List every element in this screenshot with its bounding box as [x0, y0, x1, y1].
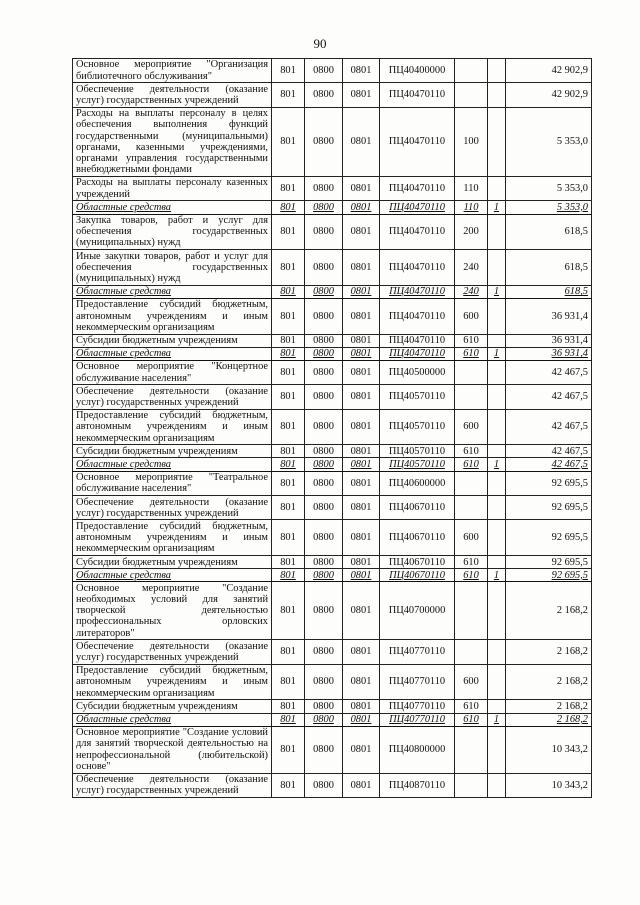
section-code-cell: 0800: [305, 107, 343, 176]
target-article-cell: ПЦ40400000: [380, 59, 455, 83]
table-row: [73, 409, 592, 445]
expense-name-cell: Обеспечение деятельности (оказание услуг) государственных учреждений: [73, 385, 272, 409]
gr-code-cell: 801: [272, 250, 305, 286]
target-article-cell: ПЦ40670110: [380, 556, 455, 569]
target-article-cell: ПЦ40670110: [380, 569, 455, 582]
amount-cell: 92 695,5: [506, 471, 592, 495]
expense-type-cell: [455, 385, 488, 409]
amount-cell: 92 695,5: [506, 520, 592, 556]
target-article-cell: ПЦ40570110: [380, 385, 455, 409]
regional-funds-row: [73, 713, 592, 726]
expense-name-cell: Расходы на выплаты персоналу казенных учреждений: [73, 176, 272, 200]
gr-code-cell: 801: [272, 285, 305, 298]
amount-cell: 42 467,5: [506, 409, 592, 445]
table-row: [73, 360, 592, 384]
section-code-cell: 0800: [305, 640, 343, 664]
expense-name-cell: Областные средства: [73, 347, 272, 360]
target-article-cell: ПЦ40470110: [380, 334, 455, 347]
expense-name-cell: Предоставление субсидий бюджетным, автономным учреждениям и иным некоммерческим организациям: [73, 520, 272, 556]
expense-type-cell: [455, 640, 488, 664]
section-code-cell: 0800: [305, 59, 343, 83]
funding-source-cell: [488, 59, 506, 83]
expense-type-cell: 610: [455, 445, 488, 458]
expense-type-cell: 240: [455, 285, 488, 298]
subsection-code-cell: 0801: [343, 458, 380, 471]
subsection-code-cell: 0801: [343, 107, 380, 176]
subsection-code-cell: 0801: [343, 713, 380, 726]
expense-type-cell: [455, 83, 488, 107]
amount-cell: 36 931,4: [506, 298, 592, 334]
funding-source-cell: [488, 556, 506, 569]
expense-type-cell: [455, 582, 488, 640]
subsection-code-cell: 0801: [343, 360, 380, 384]
regional-funds-row: [73, 347, 592, 360]
funding-source-cell: [488, 360, 506, 384]
section-code-cell: 0800: [305, 773, 343, 797]
funding-source-cell: 1: [488, 569, 506, 582]
target-article-cell: ПЦ40770110: [380, 700, 455, 713]
target-article-cell: ПЦ40770110: [380, 713, 455, 726]
section-code-cell: 0800: [305, 569, 343, 582]
table-row: [73, 250, 592, 286]
amount-cell: 42 467,5: [506, 360, 592, 384]
funding-source-cell: [488, 520, 506, 556]
expense-type-cell: 110: [455, 201, 488, 214]
subsection-code-cell: 0801: [343, 285, 380, 298]
funding-source-cell: [488, 409, 506, 445]
subsection-code-cell: 0801: [343, 773, 380, 797]
table-row: [73, 83, 592, 107]
gr-code-cell: 801: [272, 445, 305, 458]
gr-code-cell: 801: [272, 640, 305, 664]
expense-name-cell: Субсидии бюджетным учреждениям: [73, 556, 272, 569]
section-code-cell: 0800: [305, 176, 343, 200]
subsection-code-cell: 0801: [343, 176, 380, 200]
amount-cell: 618,5: [506, 214, 592, 250]
subsection-code-cell: 0801: [343, 700, 380, 713]
amount-cell: 2 168,2: [506, 700, 592, 713]
subsection-code-cell: 0801: [343, 409, 380, 445]
expense-name-cell: Субсидии бюджетным учреждениям: [73, 445, 272, 458]
funding-source-cell: [488, 334, 506, 347]
expense-name-cell: Областные средства: [73, 285, 272, 298]
amount-cell: 5 353,0: [506, 176, 592, 200]
funding-source-cell: [488, 83, 506, 107]
amount-cell: 36 931,4: [506, 347, 592, 360]
subsection-code-cell: 0801: [343, 250, 380, 286]
expense-name-cell: Предоставление субсидий бюджетным, автономным учреждениям и иным некоммерческим организациям: [73, 664, 272, 700]
section-code-cell: 0800: [305, 347, 343, 360]
table-row: [73, 700, 592, 713]
table-row: [73, 556, 592, 569]
expense-type-cell: 600: [455, 298, 488, 334]
gr-code-cell: 801: [272, 176, 305, 200]
target-article-cell: ПЦ40600000: [380, 471, 455, 495]
expense-type-cell: 200: [455, 214, 488, 250]
subsection-code-cell: 0801: [343, 640, 380, 664]
subsection-code-cell: 0801: [343, 385, 380, 409]
table-row: [73, 445, 592, 458]
section-code-cell: 0800: [305, 664, 343, 700]
expense-name-cell: Основное мероприятие "Создание условий для занятий творческой деятельностью на непрофессиональной (любительской) основе": [73, 726, 272, 773]
section-code-cell: 0800: [305, 520, 343, 556]
funding-source-cell: [488, 385, 506, 409]
table-row: [73, 496, 592, 520]
expense-type-cell: 110: [455, 176, 488, 200]
amount-cell: 2 168,2: [506, 640, 592, 664]
section-code-cell: 0800: [305, 334, 343, 347]
budget-table: [72, 58, 592, 798]
expense-type-cell: [455, 726, 488, 773]
section-code-cell: 0800: [305, 713, 343, 726]
section-code-cell: 0800: [305, 360, 343, 384]
amount-cell: 42 902,9: [506, 83, 592, 107]
target-article-cell: ПЦ40470110: [380, 298, 455, 334]
target-article-cell: ПЦ40470110: [380, 107, 455, 176]
subsection-code-cell: 0801: [343, 59, 380, 83]
expense-type-cell: [455, 471, 488, 495]
target-article-cell: ПЦ40670110: [380, 520, 455, 556]
subsection-code-cell: 0801: [343, 569, 380, 582]
amount-cell: 92 695,5: [506, 496, 592, 520]
subsection-code-cell: 0801: [343, 496, 380, 520]
amount-cell: 92 695,5: [506, 569, 592, 582]
amount-cell: 2 168,2: [506, 713, 592, 726]
subsection-code-cell: 0801: [343, 520, 380, 556]
target-article-cell: ПЦ40470110: [380, 285, 455, 298]
gr-code-cell: 801: [272, 298, 305, 334]
expense-type-cell: 610: [455, 700, 488, 713]
gr-code-cell: 801: [272, 59, 305, 83]
gr-code-cell: 801: [272, 700, 305, 713]
gr-code-cell: 801: [272, 201, 305, 214]
gr-code-cell: 801: [272, 385, 305, 409]
table-row: [73, 107, 592, 176]
expense-name-cell: Областные средства: [73, 569, 272, 582]
gr-code-cell: 801: [272, 458, 305, 471]
expense-type-cell: [455, 496, 488, 520]
gr-code-cell: 801: [272, 569, 305, 582]
table-row: [73, 726, 592, 773]
amount-cell: 92 695,5: [506, 556, 592, 569]
expense-name-cell: Расходы на выплаты персоналу в целях обеспечения выполнения функций государственными (муниципальными) органами, казенными учреждениями, органами управления государственными внебюджетными фондами: [73, 107, 272, 176]
table-row: [73, 773, 592, 797]
expense-name-cell: Областные средства: [73, 458, 272, 471]
funding-source-cell: 1: [488, 713, 506, 726]
funding-source-cell: [488, 773, 506, 797]
amount-cell: 5 353,0: [506, 107, 592, 176]
section-code-cell: 0800: [305, 726, 343, 773]
funding-source-cell: 1: [488, 458, 506, 471]
page-number: 90: [313, 36, 327, 51]
subsection-code-cell: 0801: [343, 445, 380, 458]
expense-name-cell: Иные закупки товаров, работ и услуг для обеспечения государственных (муниципальных) нужд: [73, 250, 272, 286]
funding-source-cell: [488, 107, 506, 176]
amount-cell: 42 467,5: [506, 445, 592, 458]
target-article-cell: ПЦ40470110: [380, 347, 455, 360]
amount-cell: 36 931,4: [506, 334, 592, 347]
target-article-cell: ПЦ40800000: [380, 726, 455, 773]
section-code-cell: 0800: [305, 201, 343, 214]
gr-code-cell: 801: [272, 409, 305, 445]
expense-type-cell: 600: [455, 409, 488, 445]
expense-name-cell: Обеспечение деятельности (оказание услуг) государственных учреждений: [73, 83, 272, 107]
funding-source-cell: [488, 582, 506, 640]
gr-code-cell: 801: [272, 520, 305, 556]
target-article-cell: ПЦ40470110: [380, 201, 455, 214]
funding-source-cell: [488, 298, 506, 334]
expense-name-cell: Предоставление субсидий бюджетным, автономным учреждениям и иным некоммерческим организациям: [73, 298, 272, 334]
table-row: [73, 298, 592, 334]
gr-code-cell: 801: [272, 347, 305, 360]
gr-code-cell: 801: [272, 496, 305, 520]
expense-name-cell: Областные средства: [73, 713, 272, 726]
table-row: [73, 334, 592, 347]
target-article-cell: ПЦ40470110: [380, 214, 455, 250]
regional-funds-row: [73, 569, 592, 582]
target-article-cell: ПЦ40570110: [380, 445, 455, 458]
gr-code-cell: 801: [272, 664, 305, 700]
funding-source-cell: [488, 700, 506, 713]
section-code-cell: 0800: [305, 214, 343, 250]
gr-code-cell: 801: [272, 471, 305, 495]
expense-type-cell: 240: [455, 250, 488, 286]
expense-type-cell: 610: [455, 556, 488, 569]
expense-name-cell: Обеспечение деятельности (оказание услуг) государственных учреждений: [73, 640, 272, 664]
section-code-cell: 0800: [305, 458, 343, 471]
expense-name-cell: Обеспечение деятельности (оказание услуг) государственных учреждений: [73, 773, 272, 797]
table-row: [73, 176, 592, 200]
expense-type-cell: 600: [455, 520, 488, 556]
funding-source-cell: [488, 214, 506, 250]
expense-type-cell: [455, 773, 488, 797]
expense-name-cell: Основное мероприятие "Концертное обслуживание населения": [73, 360, 272, 384]
regional-funds-row: [73, 201, 592, 214]
table-row: [73, 520, 592, 556]
subsection-code-cell: 0801: [343, 347, 380, 360]
amount-cell: 2 168,2: [506, 582, 592, 640]
table-row: [73, 385, 592, 409]
expense-type-cell: 610: [455, 347, 488, 360]
target-article-cell: ПЦ40870110: [380, 773, 455, 797]
subsection-code-cell: 0801: [343, 298, 380, 334]
section-code-cell: 0800: [305, 298, 343, 334]
gr-code-cell: 801: [272, 582, 305, 640]
funding-source-cell: 1: [488, 201, 506, 214]
gr-code-cell: 801: [272, 360, 305, 384]
table-row: [73, 582, 592, 640]
gr-code-cell: 801: [272, 713, 305, 726]
expense-type-cell: 610: [455, 569, 488, 582]
subsection-code-cell: 0801: [343, 726, 380, 773]
table-row: [73, 214, 592, 250]
expense-name-cell: Обеспечение деятельности (оказание услуг) государственных учреждений: [73, 496, 272, 520]
funding-source-cell: [488, 471, 506, 495]
table-row: [73, 471, 592, 495]
gr-code-cell: 801: [272, 556, 305, 569]
expense-name-cell: Предоставление субсидий бюджетным, автономным учреждениям и иным некоммерческим организациям: [73, 409, 272, 445]
expense-name-cell: Закупка товаров, работ и услуг для обеспечения государственных (муниципальных) нужд: [73, 214, 272, 250]
target-article-cell: ПЦ40670110: [380, 496, 455, 520]
regional-funds-row: [73, 458, 592, 471]
subsection-code-cell: 0801: [343, 214, 380, 250]
amount-cell: 42 467,5: [506, 385, 592, 409]
funding-source-cell: 1: [488, 285, 506, 298]
expense-name-cell: Субсидии бюджетным учреждениям: [73, 334, 272, 347]
funding-source-cell: [488, 664, 506, 700]
section-code-cell: 0800: [305, 250, 343, 286]
section-code-cell: 0800: [305, 471, 343, 495]
target-article-cell: ПЦ40700000: [380, 582, 455, 640]
target-article-cell: ПЦ40470110: [380, 250, 455, 286]
target-article-cell: ПЦ40570110: [380, 458, 455, 471]
section-code-cell: 0800: [305, 285, 343, 298]
funding-source-cell: [488, 176, 506, 200]
amount-cell: 42 467,5: [506, 458, 592, 471]
section-code-cell: 0800: [305, 496, 343, 520]
funding-source-cell: [488, 445, 506, 458]
gr-code-cell: 801: [272, 214, 305, 250]
subsection-code-cell: 0801: [343, 582, 380, 640]
table-row: [73, 59, 592, 83]
expense-name-cell: Субсидии бюджетным учреждениям: [73, 700, 272, 713]
expense-type-cell: 610: [455, 713, 488, 726]
expense-name-cell: Основное мероприятие "Театральное обслуживание населения": [73, 471, 272, 495]
funding-source-cell: 1: [488, 347, 506, 360]
target-article-cell: ПЦ40770110: [380, 664, 455, 700]
target-article-cell: ПЦ40470110: [380, 83, 455, 107]
expense-name-cell: Областные средства: [73, 201, 272, 214]
section-code-cell: 0800: [305, 409, 343, 445]
expense-name-cell: Основное мероприятие "Организация библиотечного обслуживания": [73, 59, 272, 83]
section-code-cell: 0800: [305, 445, 343, 458]
funding-source-cell: [488, 640, 506, 664]
gr-code-cell: 801: [272, 334, 305, 347]
section-code-cell: 0800: [305, 700, 343, 713]
subsection-code-cell: 0801: [343, 556, 380, 569]
regional-funds-row: [73, 285, 592, 298]
amount-cell: 10 343,2: [506, 773, 592, 797]
subsection-code-cell: 0801: [343, 334, 380, 347]
expense-type-cell: 610: [455, 334, 488, 347]
target-article-cell: ПЦ40770110: [380, 640, 455, 664]
target-article-cell: ПЦ40470110: [380, 176, 455, 200]
expense-type-cell: 100: [455, 107, 488, 176]
section-code-cell: 0800: [305, 83, 343, 107]
section-code-cell: 0800: [305, 385, 343, 409]
table-row: [73, 664, 592, 700]
funding-source-cell: [488, 496, 506, 520]
funding-source-cell: [488, 726, 506, 773]
funding-source-cell: [488, 250, 506, 286]
gr-code-cell: 801: [272, 726, 305, 773]
subsection-code-cell: 0801: [343, 83, 380, 107]
expense-type-cell: 600: [455, 664, 488, 700]
expense-name-cell: Основное мероприятие "Создание необходимых условий для занятий творческой деятельностью профессиональных орловских литераторов": [73, 582, 272, 640]
amount-cell: 10 343,2: [506, 726, 592, 773]
amount-cell: 42 902,9: [506, 59, 592, 83]
subsection-code-cell: 0801: [343, 201, 380, 214]
gr-code-cell: 801: [272, 83, 305, 107]
amount-cell: 5 353,0: [506, 201, 592, 214]
subsection-code-cell: 0801: [343, 664, 380, 700]
expense-type-cell: 610: [455, 458, 488, 471]
gr-code-cell: 801: [272, 107, 305, 176]
target-article-cell: ПЦ40570110: [380, 409, 455, 445]
table-row: [73, 640, 592, 664]
gr-code-cell: 801: [272, 773, 305, 797]
section-code-cell: 0800: [305, 582, 343, 640]
amount-cell: 618,5: [506, 285, 592, 298]
target-article-cell: ПЦ40500000: [380, 360, 455, 384]
expense-type-cell: [455, 59, 488, 83]
amount-cell: 618,5: [506, 250, 592, 286]
subsection-code-cell: 0801: [343, 471, 380, 495]
amount-cell: 2 168,2: [506, 664, 592, 700]
section-code-cell: 0800: [305, 556, 343, 569]
expense-type-cell: [455, 360, 488, 384]
